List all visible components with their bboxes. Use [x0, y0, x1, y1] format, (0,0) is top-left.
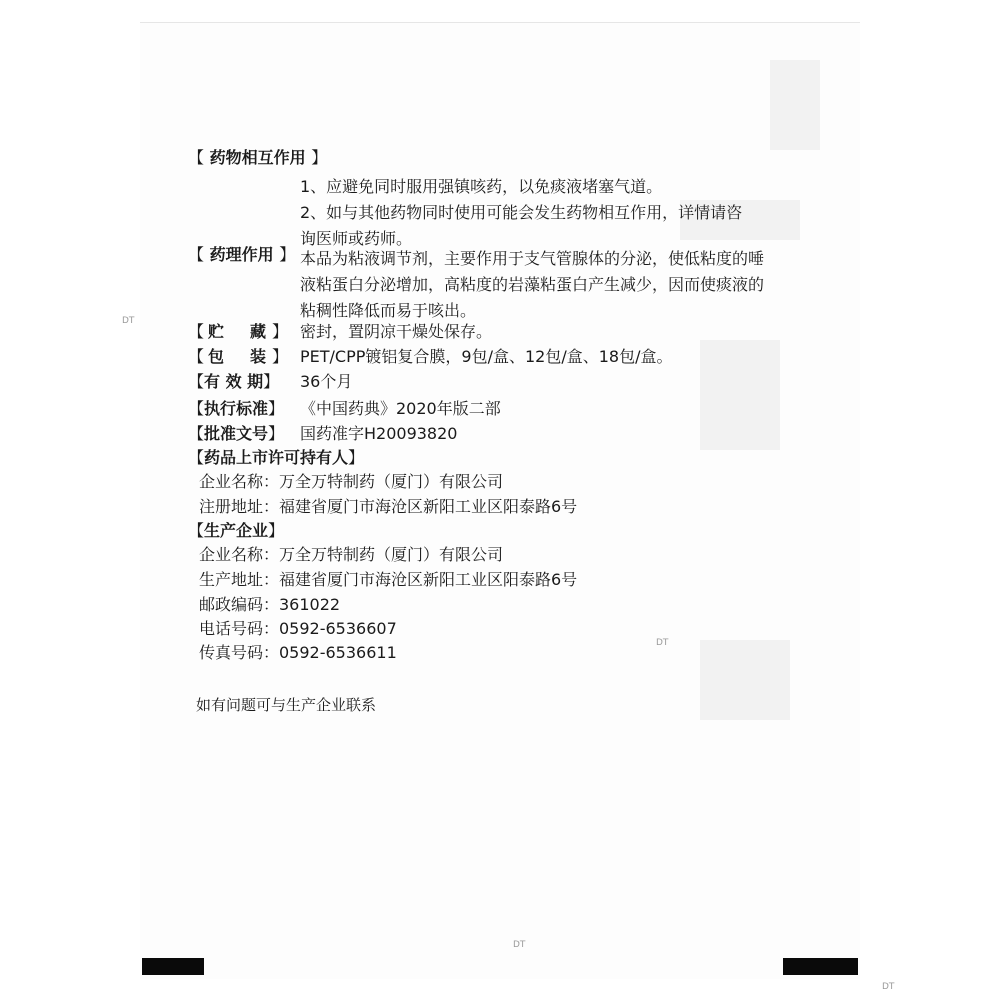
registration-mark-right: [783, 958, 858, 975]
validity-value: 36个月: [300, 372, 353, 391]
standard-value: 《中国药典》2020年版二部: [300, 399, 501, 418]
storage-value: 密封，置阴凉干燥处保存。: [300, 322, 493, 341]
approval-value: 国药准字H20093820: [300, 424, 458, 443]
manufacturer-address: 生产地址：福建省厦门市海沧区新阳工业区阳泰路6号: [199, 570, 578, 589]
interaction-item: 1、应避免同时服用强镇咳药，以免痰液堵塞气道。: [300, 177, 663, 196]
watermark: DT: [122, 316, 135, 326]
footer-note: 如有问题可与生产企业联系: [196, 696, 377, 714]
field-label-standard: 【执行标准】: [188, 399, 285, 418]
interaction-item: 2、如与其他药物同时使用可能会发生药物相互作用，详情请咨: [300, 203, 743, 222]
section-heading-drug-interactions: 【 药物相互作用 】: [188, 148, 328, 167]
registration-mark-left: [142, 958, 204, 975]
manufacturer-fax: 传真号码：0592-6536611: [199, 643, 397, 662]
field-label-storage: 【 贮 藏 】: [188, 322, 289, 341]
bleed-through-block: [700, 640, 790, 720]
bleed-through-block: [770, 60, 820, 150]
pharmacology-line: 液粘蛋白分泌增加，高粘度的岩藻粘蛋白产生减少，因而使痰液的: [300, 275, 765, 294]
field-label-validity: 【有 效 期】: [188, 372, 280, 391]
manufacturer-phone: 电话号码：0592-6536607: [199, 619, 397, 638]
pharmacology-line: 粘稠性降低而易于咳出。: [300, 301, 477, 320]
section-heading-pharmacology: 【 药理作用 】: [188, 245, 296, 264]
bleed-through-block: [700, 340, 780, 450]
section-heading-mah: 【药品上市许可持有人】: [188, 448, 365, 467]
watermark: DT: [513, 940, 526, 950]
pharmacology-line: 本品为粘液调节剂，主要作用于支气管腺体的分泌，使低粘度的唾: [300, 249, 765, 268]
manufacturer-postcode: 邮政编码：361022: [199, 595, 341, 614]
field-label-package: 【 包 装 】: [188, 347, 289, 366]
mah-address: 注册地址：福建省厦门市海沧区新阳工业区阳泰路6号: [199, 497, 578, 516]
package-value: PET/CPP镀铝复合膜，9包/盒、12包/盒、18包/盒。: [300, 347, 673, 366]
watermark: DT: [656, 638, 669, 648]
watermark: DT: [882, 982, 895, 992]
mah-company: 企业名称：万全万特制药（厦门）有限公司: [199, 472, 504, 491]
manufacturer-company: 企业名称：万全万特制药（厦门）有限公司: [199, 545, 504, 564]
interaction-item: 询医师或药师。: [300, 229, 413, 248]
section-heading-manufacturer: 【生产企业】: [188, 521, 285, 540]
field-label-approval: 【批准文号】: [188, 424, 285, 443]
